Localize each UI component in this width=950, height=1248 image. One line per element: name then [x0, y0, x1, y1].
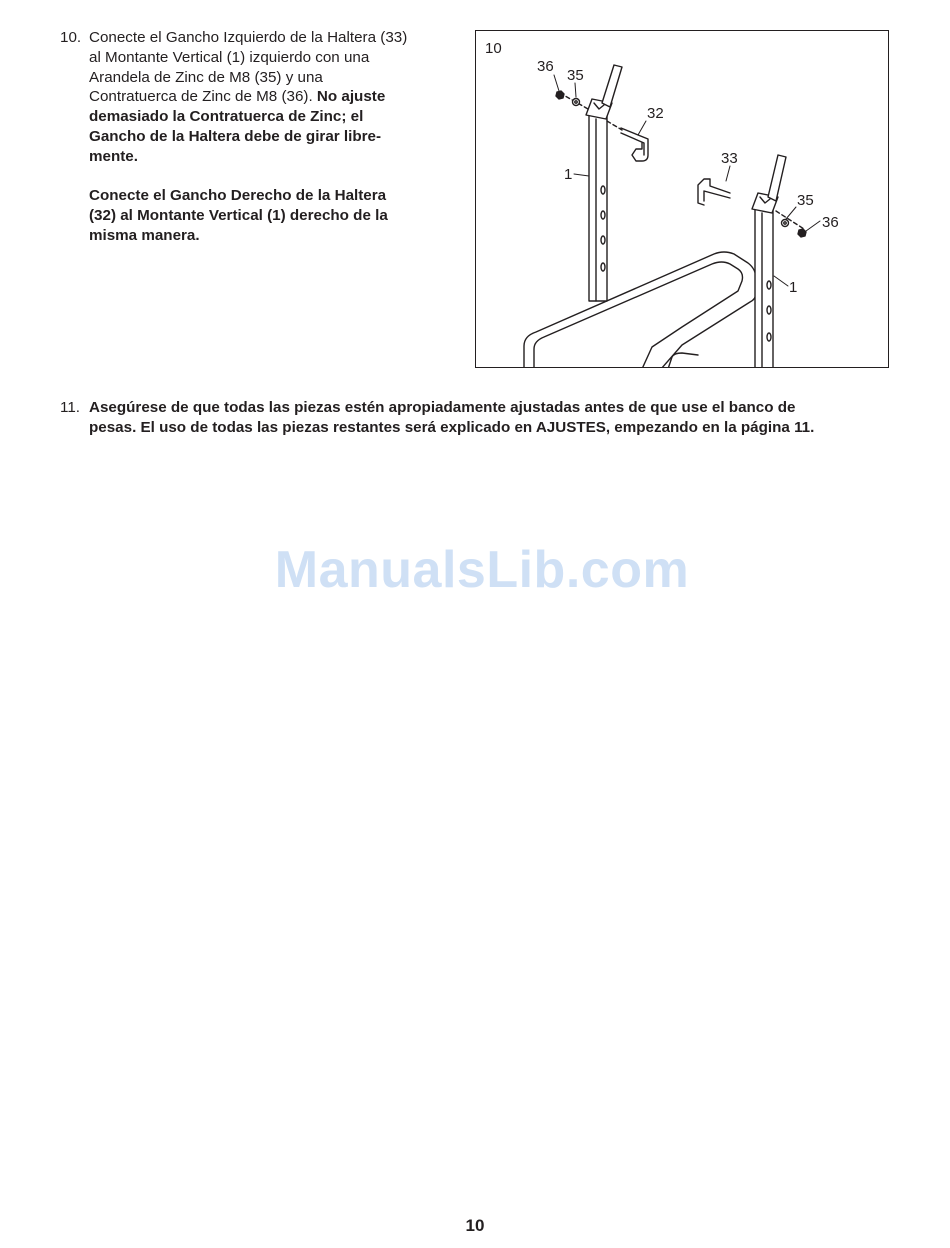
step-10-line-6: Gancho de la Haltera debe de girar libre-: [89, 127, 382, 145]
step-11-text: [89, 398, 900, 438]
fastener-washer-35-right: [782, 220, 789, 227]
step-10-paragraph-1: [89, 28, 450, 167]
step-10-line-3: Arandela de Zinc de M8 (35) y una: [89, 68, 323, 86]
fastener-washer-35-left: [573, 99, 580, 106]
callout-36-right: 36: [822, 214, 839, 231]
callout-1-left: 1: [564, 166, 573, 183]
callout-32: 32: [647, 105, 664, 122]
left-upright: [586, 65, 622, 301]
step-10-paragraph-2: [89, 186, 450, 245]
callout-36-left: 36: [537, 58, 554, 75]
fastener-nut-36-left: [556, 91, 564, 99]
watermark: ManualsLib.com: [274, 541, 690, 599]
step-10-warning-start: No ajuste: [316, 88, 386, 106]
step-10-p2-line-1: Conecte el Gancho Derecho de la Haltera: [89, 187, 387, 205]
step-10-p2-line-3: misma manera.: [89, 226, 200, 244]
callout-35-left: 35: [567, 67, 584, 84]
step-11: [60, 398, 900, 438]
step-10-line-7: mente.: [89, 147, 138, 165]
step-10-line-4: Contratuerca de Zinc de M8 (36).: [89, 88, 317, 106]
step-10-text: [89, 28, 450, 246]
barbell-hook-33: [698, 179, 730, 205]
assembly-illustration: [476, 31, 889, 368]
bench-pad: [524, 252, 756, 368]
step-10-p2-line-2: (32) al Montante Vertical (1) derecho de la: [89, 207, 388, 225]
step-number: 10.: [60, 29, 82, 46]
page-number: 10: [465, 1216, 485, 1235]
step-number: 11.: [60, 399, 80, 416]
callout-1-right: 1: [789, 279, 798, 296]
assembly-figure: [475, 30, 889, 368]
figure-number: 10: [485, 40, 502, 57]
right-upright: [752, 155, 786, 368]
callout-33: 33: [721, 150, 738, 167]
callout-35-right: 35: [797, 192, 814, 209]
step-10-line-5: demasiado la Contratuerca de Zinc; el: [89, 108, 364, 126]
step-10-line-1: Conecte el Gancho Izquierdo de la Haltera (33): [89, 29, 408, 46]
step-10: [60, 28, 450, 246]
fastener-nut-36-right: [798, 229, 806, 237]
step-11-line-1: Asegúrese de que todas las piezas estén apropiadamente ajustadas antes de que use el banco de: [89, 399, 796, 416]
step-11-line-2: pesas. El uso de todas las piezas restantes será explicado en AJUSTES, empezando en la página 11.: [89, 418, 815, 436]
step-10-line-2: al Montante Vertical (1) izquierdo con una: [89, 48, 370, 66]
barbell-hook-32: [621, 128, 648, 161]
